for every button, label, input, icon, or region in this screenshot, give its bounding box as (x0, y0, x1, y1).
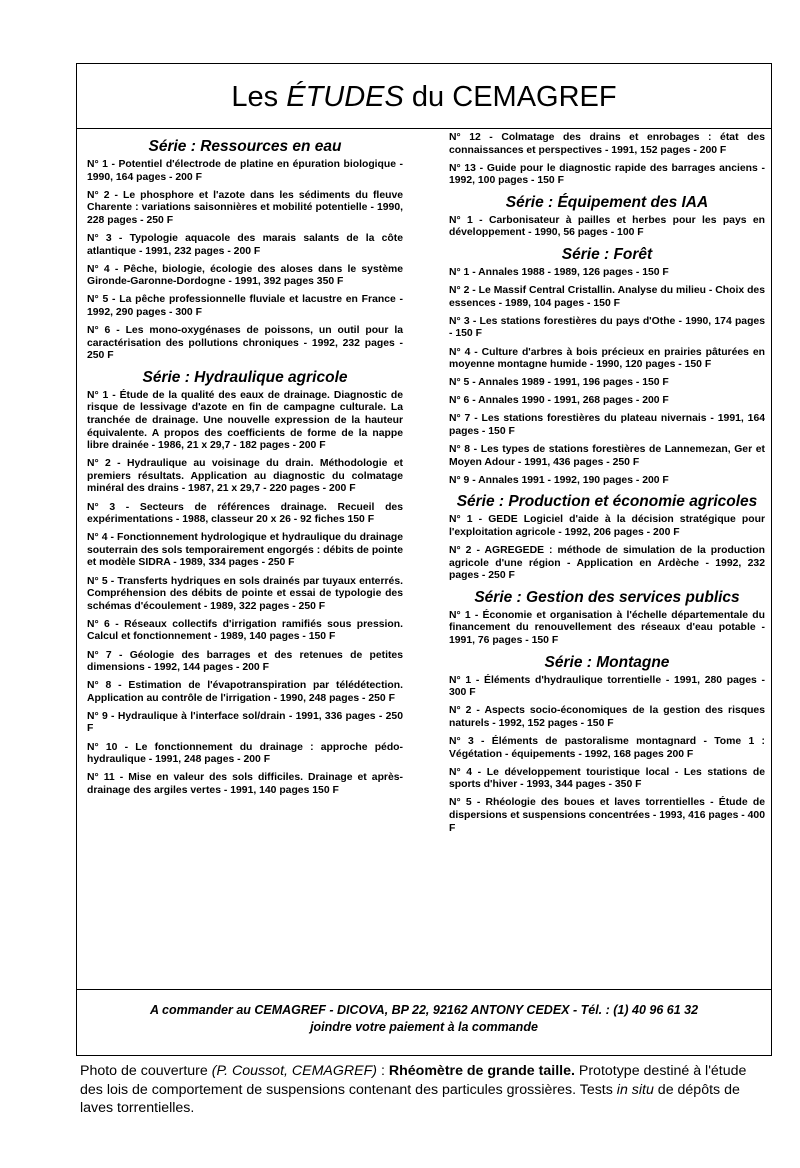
catalog-entry: N° 7 - Géologie des barrages et des retenues de petites dimensions - 1992, 144 pages - 200 F (87, 649, 403, 674)
catalog-entry: N° 4 - Pêche, biologie, écologie des aloses dans le système Gironde-Garonne-Dordogne - 1991, 392 pages 350 F (87, 263, 403, 288)
left-column (87, 132, 403, 803)
catalog-entry: N° 2 - AGREGEDE : méthode de simulation de la production agricole d'une région - Application en Ardèche - 1992, 232 pages - 250 F (449, 545, 765, 582)
catalog-entry: N° 6 - Annales 1990 - 1991, 268 pages - 200 F (449, 395, 669, 407)
catalog-entry: N° 7 - Les stations forestières du plateau nivernais - 1991, 164 pages - 150 F (449, 413, 765, 437)
catalog-entry: N° 1 - GEDE Logiciel d'aide à la décision stratégique pour l'exploitation agricole - 1992, 206 pages - 200 F (449, 514, 765, 538)
catalog-entry: N° 2 - Hydraulique au voisinage du drain. Méthodologie et premiers résultats. Application au diagnostic du colmatage minéral des drains - 1987, 21 x 29,7 - 220 pages - 200 F (87, 458, 403, 495)
series-heading: Série : Production et économie agricoles (456, 493, 758, 511)
cover-caption (80, 1062, 772, 1118)
title-emphasis: ÉTUDES (286, 81, 404, 113)
caption-subject: Rhéomètre de grande taille. (388, 1063, 575, 1079)
catalog-entry: N° 13 - Guide pour le diagnostic rapide des barrages anciens - 1992, 100 pages - 150 F (449, 162, 765, 187)
catalog-entry: N° 10 - Le fonctionnement du drainage : approche pédo-hydraulique - 1991, 248 pages - 200 F (87, 741, 403, 766)
title-divider (77, 128, 771, 129)
catalog-entry: N° 2 - Aspects socio-économiques de la gestion des risques naturels - 1992, 152 pages - 150 F (449, 705, 765, 729)
catalog-entry: N° 9 - Hydraulique à l'interface sol/drain - 1991, 336 pages - 250 F (87, 710, 403, 735)
catalog-entry: N° 1 - Étude de la qualité des eaux de drainage. Diagnostic de risque de lessivage d'azote en fin de campagne culturale. La tranchée de drainage. Une nouvelle expression de la hauteur équivalente. A propos des coefficients de forme de la nappe libre drainée - 1986, 21 x 29,7 - 182 pages - 200 F (87, 389, 403, 452)
series-heading: Série : Ressources en eau (148, 138, 342, 155)
order-payment-note: joindre votre paiement à la commande (310, 1020, 538, 1034)
catalog-entry: N° 11 - Mise en valeur des sols difficiles. Drainage et après-drainage des argiles vertes - 1991, 140 pages 150 F (87, 772, 403, 796)
catalog-entry: N° 2 - Le Massif Central Cristallin. Analyse du milieu - Choix des essences - 1989, 104 pages - 150 F (449, 285, 765, 309)
caption-separator: : (377, 1063, 389, 1079)
catalog-entry: N° 6 - Réseaux collectifs d'irrigation ramifiés sous pression. Calcul et fonctionnement - 1989, 140 pages - 150 F (87, 618, 403, 643)
catalog-entry: N° 3 - Éléments de pastoralisme montagnard - Tome 1 : Végétation - équipements - 1992, 168 pages 200 F (449, 736, 765, 760)
catalog-entry: N° 3 - Secteurs de références drainage. Recueil des expérimentations - 1988, classeur 20 x 26 - 92 fiches 150 F (87, 501, 403, 526)
title-prefix: Les (231, 81, 287, 113)
series-heading: Série : Hydraulique agricole (142, 368, 348, 386)
order-info (77, 1002, 771, 1036)
catalog-entry: N° 6 - Les mono-oxygénases de poissons, un outil pour la caractérisation des pollutions chroniques - 1992, 232 pages - 250 F (87, 325, 403, 362)
right-column (449, 132, 765, 841)
order-address: A commander au CEMAGREF - DICOVA, BP 22, 92162 ANTONY CEDEX - Tél. : (1) 40 96 61 32 (149, 1003, 699, 1017)
catalog-entry: N° 5 - La pêche professionnelle fluviale et lacustre en France - 1992, 290 pages - 300 F (87, 294, 403, 318)
catalog-entry: N° 9 - Annales 1991 - 1992, 190 pages - 200 F (449, 474, 669, 486)
catalog-frame (76, 63, 772, 1056)
catalog-entry: N° 1 - Annales 1988 - 1989, 126 pages - 150 F (449, 267, 669, 279)
catalog-entry: N° 1 - Éléments d'hydraulique torrentielle - 1991, 280 pages - 300 F (449, 674, 765, 699)
catalog-entry: N° 5 - Transferts hydriques en sols drainés par tuyaux enterrés. Compréhension des débits de pointe et essai de typologie des schémas d'écoulement - 1989, 322 pages - 250 F (87, 575, 403, 612)
footer-divider (77, 989, 771, 990)
catalog-entry: N° 2 - Le phosphore et l'azote dans les sédiments du fleuve Charente : variations saisonnières et mobilité potentielle - 1990, 228 pages - 250 F (87, 189, 403, 226)
catalog-entry: N° 5 - Annales 1989 - 1991, 196 pages - 150 F (449, 377, 669, 389)
caption-text-2: de dépôts de laves torrentielles. (80, 1081, 740, 1116)
series-heading: Série : Forêt (561, 246, 653, 264)
catalog-entry: N° 4 - Le développement touristique local - Les stations de sports d'hiver - 1993, 344 pages - 350 F (449, 766, 765, 791)
catalog-entry: N° 5 - Rhéologie des boues et laves torrentielles - Étude de dispersions et suspensions concentrées - 1993, 416 pages - 400 F (449, 797, 765, 834)
catalog-entry: N° 1 - Économie et organisation à l'échelle départementale du financement du renouvellement des réseaux d'eau potable - 1991, 76 pages - 150 F (449, 609, 765, 647)
catalog-entry: N° 1 - Potentiel d'électrode de platine en épuration biologique - 1990, 164 pages - 200 F (87, 159, 403, 183)
series-heading: Série : Montagne (544, 653, 670, 671)
caption-italic: in situ (616, 1081, 654, 1098)
catalog-entry: N° 3 - Les stations forestières du pays d'Othe - 1990, 174 pages - 150 F (449, 315, 765, 340)
catalog-entry: N° 1 - Carbonisateur à pailles et herbes pour les pays en développement - 1990, 56 pages - 100 F (449, 214, 765, 239)
catalog-entry: N° 4 - Fonctionnement hydrologique et hydraulique du drainage souterrain des sols temporairement engorgés : débits de pointe et modèle SIDRA - 1989, 334 pages - 250 F (87, 532, 403, 569)
page-title (77, 80, 771, 114)
caption-label: Photo de couverture (80, 1063, 212, 1079)
title-suffix: du CEMAGREF (403, 81, 617, 113)
catalog-entry: N° 3 - Typologie aquacole des marais salants de la côte atlantique - 1991, 232 pages - 200 F (87, 232, 403, 257)
series-heading: Série : Équipement des IAA (505, 193, 709, 211)
catalog-entry: N° 8 - Estimation de l'évapotranspiration par télédétection. Application au contrôle de l'irrigation - 1990, 248 pages - 250 F (87, 680, 403, 704)
series-heading: Série : Gestion des services publics (474, 588, 740, 606)
caption-credit: (P. Coussot, CEMAGREF) (211, 1063, 378, 1079)
catalog-entry: N° 12 - Colmatage des drains et enrobages : état des connaissances et perspectives - 1991, 152 pages - 200 F (449, 132, 765, 156)
catalog-entry: N° 4 - Culture d'arbres à bois précieux en prairies pâturées en moyenne montagne humide - 1990, 120 pages - 150 F (449, 346, 765, 371)
catalog-entry: N° 8 - Les types de stations forestières de Lannemezan, Ger et Moyen Adour - 1991, 436 pages - 250 F (449, 444, 765, 468)
caption-text-1: Prototype destiné à l'étude des lois de comportement de suspensions contenant des particules grossières. Tests (80, 1063, 747, 1098)
